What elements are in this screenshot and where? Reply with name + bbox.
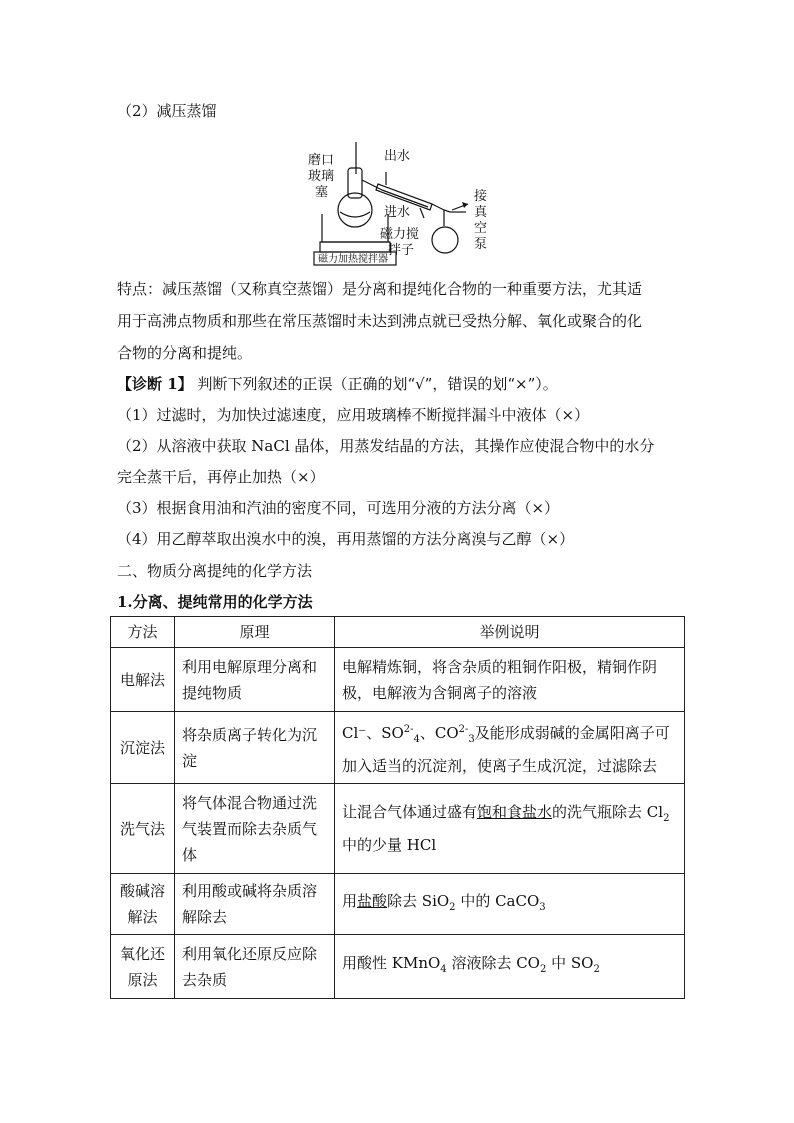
stopper-label-3: 塞 bbox=[315, 185, 329, 200]
principle-cell: 利用氧化还原反应除去杂质 bbox=[175, 935, 335, 999]
diagnosis-prompt-text: 判断下列叙述的正误（正确的划“√”，错误的划“×”）。 bbox=[192, 375, 558, 393]
principle-cell: 将杂质离子转化为沉淀 bbox=[175, 712, 335, 784]
diagnosis-tag: 【诊断 1】 bbox=[117, 375, 193, 393]
example-cell: 用酸性 KMnO$_4$ 溶液除去 $CO_2$ 中 $SO_2$ bbox=[335, 935, 685, 999]
table-row bbox=[111, 712, 685, 784]
example-cell: Cl⁻、$SO^{2-}_4$、$CO^{2-}_3$及能形成弱碱的金属阳离子可加入适当的沉淀剂，使离子生成沉淀，过滤除去 bbox=[335, 712, 685, 784]
features-line-3: 合物的分离和提纯。 bbox=[117, 344, 253, 362]
stir-bar-label-2: 拌子 bbox=[388, 243, 415, 258]
diagnosis-item-4: （4）用乙醇萃取出溴水中的溴，再用蒸馏的方法分离溴与乙醇（×） bbox=[117, 530, 575, 548]
header-principle: 原理 bbox=[175, 617, 335, 648]
vacuum-label-2: 真 bbox=[474, 205, 488, 220]
table-row bbox=[111, 874, 685, 935]
diagnosis-prompt bbox=[117, 374, 558, 394]
subsection-title: 1.分离、提纯常用的化学方法 bbox=[117, 593, 313, 611]
stopper-label-1: 磨口 bbox=[308, 153, 335, 168]
principle-cell: 将气体混合物通过洗气装置而除去杂质气体 bbox=[175, 784, 335, 874]
diagnosis-item-2: （2）从溶液中获取 NaCl 晶体，用蒸发结晶的方法，其操作应使混合物中的水分 bbox=[117, 437, 655, 455]
method-cell: 洗气法 bbox=[111, 784, 175, 874]
methods-table bbox=[110, 616, 685, 999]
water-in-label: 进水 bbox=[384, 205, 411, 220]
example-cell: 用盐酸除去 SiO$_2$ 中的 CaCO$_3$ bbox=[335, 874, 685, 935]
header-method: 方法 bbox=[111, 617, 175, 648]
method-cell: 氧化还原法 bbox=[111, 935, 175, 999]
section-heading: （2）减压蒸馏 bbox=[117, 102, 217, 120]
vacuum-distillation-diagram bbox=[302, 138, 502, 266]
section2-title: 二、物质分离提纯的化学方法 bbox=[117, 562, 313, 580]
table-row bbox=[111, 935, 685, 999]
method-cell: 酸碱溶解法 bbox=[111, 874, 175, 935]
features-line-1: 特点：减压蒸馏（又称真空蒸馏）是分离和提纯化合物的一种重要方法，尤其适 bbox=[117, 280, 643, 298]
example-cell: 电解精炼铜，将含杂质的粗铜作阳极，精铜作阴极，电解液为含铜离子的溶液 bbox=[335, 648, 685, 712]
diagnosis-item-1: （1）过滤时，为加快过滤速度，应用玻璃棒不断搅拌漏斗中液体（×） bbox=[117, 406, 590, 424]
diagnosis-item-2-cont: 完全蒸干后，再停止加热（×） bbox=[117, 468, 325, 486]
vacuum-label-4: 泵 bbox=[474, 237, 488, 252]
vacuum-label-3: 空 bbox=[474, 221, 488, 236]
features-line-2: 用于高沸点物质和那些在常压蒸馏时未达到沸点就已受热分解、氧化或聚合的化 bbox=[117, 312, 643, 330]
table-row bbox=[111, 648, 685, 712]
diagnosis-item-3: （3）根据食用油和汽油的密度不同，可选用分液的方法分离（×） bbox=[117, 499, 560, 517]
header-example: 举例说明 bbox=[335, 617, 685, 648]
principle-cell: 利用电解原理分离和提纯物质 bbox=[175, 648, 335, 712]
water-out-label: 出水 bbox=[384, 149, 411, 164]
table-row bbox=[111, 784, 685, 874]
table-header-row bbox=[111, 617, 685, 648]
method-cell: 电解法 bbox=[111, 648, 175, 712]
stopper-label-2: 玻璃 bbox=[308, 169, 335, 184]
stir-bar-label-1: 磁力搅 bbox=[380, 227, 420, 242]
principle-cell: 利用酸或碱将杂质溶解除去 bbox=[175, 874, 335, 935]
stirrer-box-label: 磁力加热搅拌器 bbox=[318, 254, 388, 265]
method-cell: 沉淀法 bbox=[111, 712, 175, 784]
vacuum-label-1: 接 bbox=[474, 189, 488, 204]
example-cell: 让混合气体通过盛有饱和食盐水的洗气瓶除去 $Cl_2$ 中的少量 HCl bbox=[335, 784, 685, 874]
